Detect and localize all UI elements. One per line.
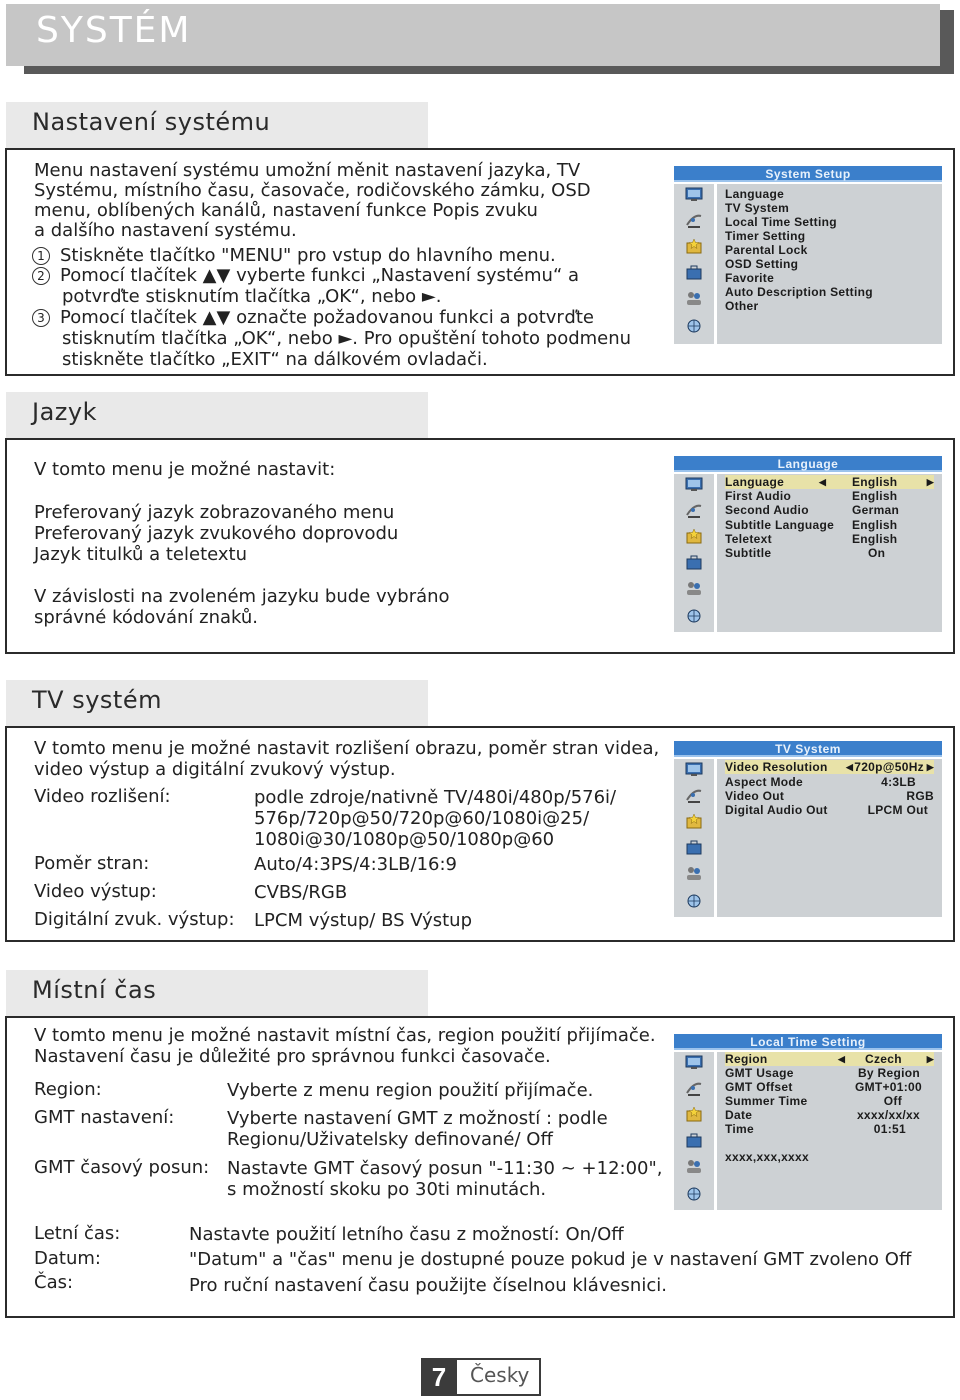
step-text: stisknutím tlačítka „OK“, nebo ►. Pro opuštění tohoto podmenu <box>62 328 632 349</box>
paragraph-line: V tomto menu je možné nastavit místní čas, region použití přijímače. <box>34 1025 656 1046</box>
row-label: Video Resolution <box>725 760 828 774</box>
step-3 <box>32 307 631 370</box>
row-value: Czech <box>865 1052 902 1066</box>
param-value: Nastavte GMT časový posun "-11:30 ~ +12:00", <box>227 1158 663 1179</box>
row-value: 720p@50Hz <box>854 760 924 774</box>
arrow-right-icon: ▶ <box>926 477 934 487</box>
menu-row <box>725 1094 934 1108</box>
row-value: On <box>868 546 886 560</box>
row-label: Date <box>725 1108 753 1122</box>
row-value: German <box>852 503 900 517</box>
menu-row <box>725 546 934 560</box>
param-label: Datum: <box>34 1248 101 1269</box>
param-value: Vyberte z menu region použití přijímače. <box>227 1080 594 1101</box>
row-value: English <box>852 489 898 503</box>
tv-icon <box>684 1054 704 1070</box>
param-value: Pro ruční nastavení času použijte číselnou klávesnici. <box>189 1275 667 1296</box>
menu-item: OSD Setting <box>725 257 799 271</box>
menu-row <box>725 489 934 503</box>
step-number: 1 <box>32 247 50 265</box>
paragraph-line: Menu nastavení systému umožní měnit nastavení jazyka, TV <box>34 160 581 181</box>
step-number: 2 <box>32 267 50 285</box>
menu-header-text: TV System <box>775 742 841 756</box>
param-value: "Datum" a "čas" menu je dostupné pouze pokud je v nastavení GMT zvoleno Off <box>189 1249 912 1270</box>
param-value: LPCM výstup/ BS Výstup <box>254 910 472 931</box>
menu-header-text: Local Time Setting <box>750 1035 866 1049</box>
paragraph-line: V tomto menu je možné nastavit rozlišení obrazu, poměr stran videa, <box>34 738 660 759</box>
briefcase-icon <box>684 554 704 570</box>
param-value: Vyberte nastavení GMT z možností : podle <box>227 1108 608 1129</box>
section-title: Jazyk <box>32 398 97 426</box>
row-value: Off <box>883 1094 902 1108</box>
paragraph-line: menu, oblíbených kanálů, nastavení funkce Popis zvuku <box>34 200 538 221</box>
row-label: Video Out <box>725 789 785 803</box>
param-value: Regionu/Uživatelsky definované/ Off <box>227 1129 553 1150</box>
tv-icon <box>684 476 704 492</box>
globe-icon <box>684 318 704 334</box>
row-label: Digital Audio Out <box>725 803 828 817</box>
satellite-dish-icon <box>684 212 704 228</box>
list-item: Preferovaný jazyk zobrazovaného menu <box>34 502 395 523</box>
menu-screenshot-tv-system <box>674 741 942 917</box>
section-header-local-time <box>6 970 428 1016</box>
paragraph-line: Systému, místního času, časovače, rodičovského zámku, OSD <box>34 180 591 201</box>
people-icon <box>684 580 704 596</box>
menu-row <box>725 532 934 546</box>
row-value: 4:3LB <box>881 775 916 789</box>
arrow-right-icon: ▶ <box>926 762 934 772</box>
section-title: Místní čas <box>32 976 157 1004</box>
step-text: Stiskněte tlačítko "MENU" pro vstup do hlavního menu. <box>60 245 556 266</box>
row-label: GMT Usage <box>725 1066 794 1080</box>
menu-item: Other <box>725 299 759 313</box>
section-title: TV systém <box>32 686 162 714</box>
arrow-left-icon: ◀ <box>838 1054 846 1064</box>
param-value: 576p/720p@50/720p@60/1080i@25/ <box>254 808 590 829</box>
paragraph-line: V tomto menu je možné nastavit: <box>34 459 336 480</box>
menu-row <box>725 518 934 532</box>
param-label: Video výstup: <box>34 881 157 902</box>
param-value: Auto/4:3PS/4:3LB/16:9 <box>254 854 458 875</box>
globe-icon <box>684 608 704 624</box>
row-value: English <box>852 532 898 546</box>
menu-row-selected <box>725 1052 934 1066</box>
menu-item: Language <box>725 187 785 201</box>
briefcase-icon <box>684 839 704 855</box>
menu-item: Parental Lock <box>725 243 808 257</box>
menu-row <box>725 503 934 517</box>
satellite-dish-icon <box>684 1080 704 1096</box>
arrow-right-icon: ▶ <box>926 1054 934 1064</box>
menu-row <box>725 803 934 817</box>
row-label: GMT Offset <box>725 1080 793 1094</box>
param-label: Region: <box>34 1079 102 1100</box>
row-value: By Region <box>857 1066 920 1080</box>
folder-star-icon <box>684 528 704 544</box>
row-label: Subtitle <box>725 546 772 560</box>
arrow-left-icon: ◀ <box>819 477 827 487</box>
param-label: Poměr stran: <box>34 853 150 874</box>
menu-header <box>674 166 942 182</box>
paragraph-line: správné kódování znaků. <box>34 607 259 628</box>
paragraph-line: V závislosti na zvoleném jazyku bude vybráno <box>34 586 450 607</box>
briefcase-icon <box>684 1132 704 1148</box>
menu-screenshot-local-time <box>674 1034 942 1210</box>
briefcase-icon <box>684 264 704 280</box>
menu-item: Timer Setting <box>725 229 806 243</box>
param-label: Čas: <box>34 1272 74 1293</box>
list-item: Jazyk titulků a teletextu <box>34 544 248 565</box>
row-label: Subtitle Language <box>725 518 835 532</box>
section-header-language <box>6 392 428 438</box>
menu-row <box>725 789 934 803</box>
row-value: LPCM Out <box>867 803 928 817</box>
step-1 <box>32 245 556 266</box>
menu-row <box>725 1080 934 1094</box>
row-label: Time <box>725 1122 754 1136</box>
row-label: Region <box>725 1052 768 1066</box>
section-header-system <box>6 102 428 148</box>
menu-header <box>674 1034 942 1050</box>
row-value: GMT+01:00 <box>854 1080 922 1094</box>
param-value: 1080i@30/1080p@50/1080p@60 <box>254 829 555 850</box>
list-item: Preferovaný jazyk zvukového doprovodu <box>34 523 399 544</box>
menu-header <box>674 741 942 757</box>
row-label: Language <box>725 475 785 489</box>
paragraph-line: video výstup a digitální zvukový výstup. <box>34 759 396 780</box>
arrow-left-icon: ◀ <box>846 762 854 772</box>
param-label: Video rozlišení: <box>34 786 171 807</box>
row-label: Second Audio <box>725 503 809 517</box>
globe-icon <box>684 1186 704 1202</box>
page-title: SYSTÉM <box>36 10 192 51</box>
folder-star-icon <box>684 238 704 254</box>
row-value: English <box>852 475 898 489</box>
menu-screenshot-system-setup <box>674 166 942 344</box>
tv-icon <box>684 186 704 202</box>
step-text: stiskněte tlačítko „EXIT“ na dálkovém ovladači. <box>62 349 488 370</box>
section-title: Nastavení systému <box>32 108 271 136</box>
people-icon <box>684 290 704 306</box>
menu-row <box>725 1108 934 1122</box>
people-icon <box>684 865 704 881</box>
menu-header-text: System Setup <box>765 167 851 181</box>
step-text: Pomocí tlačítek ▲▼ označte požadovanou funkci a potvrďte <box>60 307 594 328</box>
step-2 <box>32 265 579 307</box>
param-value: Nastavte použití letního času z možností: On/Off <box>189 1224 624 1245</box>
satellite-dish-icon <box>684 502 704 518</box>
satellite-dish-icon <box>684 787 704 803</box>
page-language: Česky <box>470 1363 530 1387</box>
param-label: GMT časový posun: <box>34 1157 210 1178</box>
row-value: RGB <box>906 789 934 803</box>
row-label: First Audio <box>725 489 792 503</box>
menu-screenshot-language <box>674 456 942 634</box>
menu-item: TV System <box>725 201 790 215</box>
menu-row-selected <box>725 760 934 774</box>
menu-item: Local Time Setting <box>725 215 837 229</box>
people-icon <box>684 1158 704 1174</box>
param-value: CVBS/RGB <box>254 882 348 903</box>
step-text: potvrďte stisknutím tlačítka „OK“, nebo ►. <box>62 286 442 307</box>
section-header-tv-system <box>6 680 428 726</box>
row-value: 01:51 <box>873 1122 906 1136</box>
step-number: 3 <box>32 309 50 327</box>
menu-header <box>674 456 942 472</box>
param-value: s možností skoku po 30ti minutách. <box>227 1179 547 1200</box>
folder-star-icon <box>684 1106 704 1122</box>
tv-icon <box>684 761 704 777</box>
row-label: Summer Time <box>725 1094 808 1108</box>
paragraph-line: a dalšího nastavení systému. <box>34 220 297 241</box>
row-value: xxxx/xx/xx <box>856 1108 920 1122</box>
param-label: Digitální zvuk. výstup: <box>34 909 235 930</box>
globe-icon <box>684 893 704 909</box>
step-text: Pomocí tlačítek ▲▼ vyberte funkci „Nastavení systému“ a <box>60 265 580 286</box>
param-label: Letní čas: <box>34 1223 121 1244</box>
folder-star-icon <box>684 813 704 829</box>
page-number: 7 <box>421 1358 457 1396</box>
paragraph-line: Nastavení času je důležité pro správnou funkci časovače. <box>34 1046 551 1067</box>
menu-header-text: Language <box>777 457 839 471</box>
param-value: podle zdroje/nativně TV/480i/480p/576i/ <box>254 787 617 808</box>
menu-row <box>725 1122 934 1136</box>
menu-item: Favorite <box>725 271 775 285</box>
menu-row <box>725 775 934 789</box>
menu-item: Auto Description Setting <box>725 285 873 299</box>
param-label: GMT nastavení: <box>34 1107 175 1128</box>
menu-row <box>725 1066 934 1080</box>
row-label: Aspect Mode <box>725 775 803 789</box>
menu-footer-text: xxxx,xxx,xxxx <box>725 1150 809 1164</box>
row-label: Teletext <box>725 532 772 546</box>
menu-row-selected <box>725 475 934 489</box>
row-value: English <box>852 518 898 532</box>
